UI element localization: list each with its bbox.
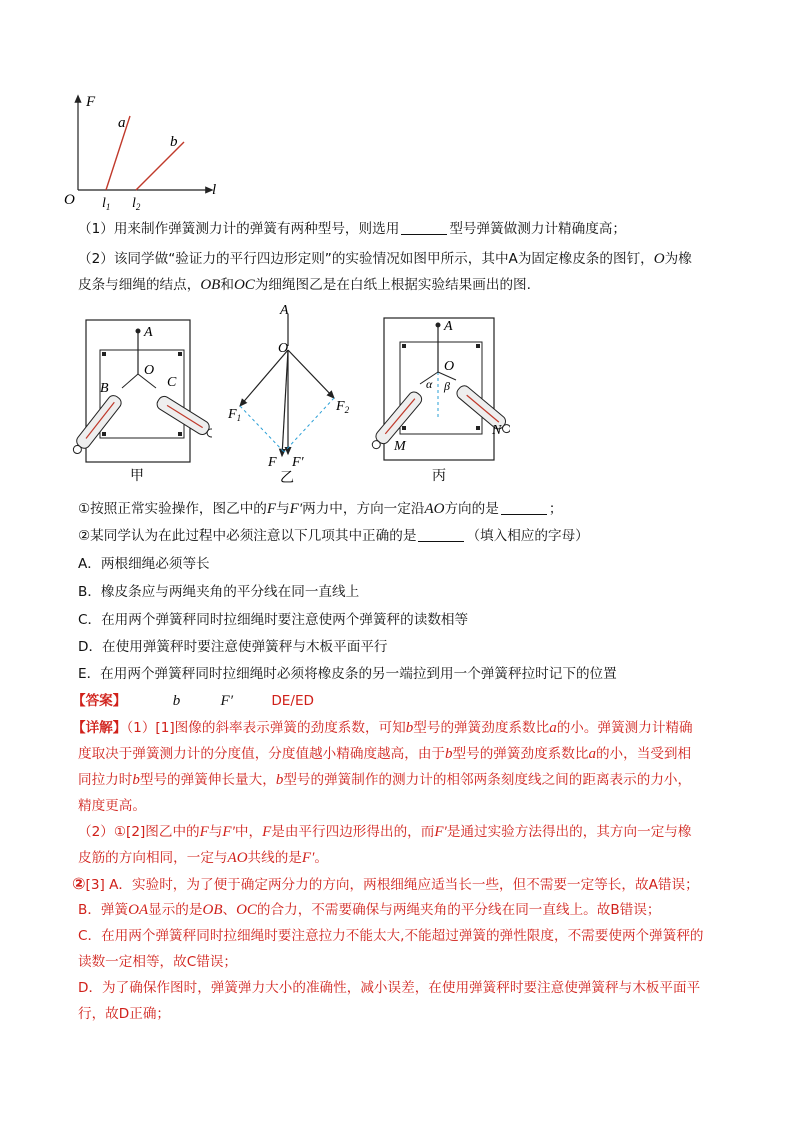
explain-a: a (549, 720, 557, 736)
q2-ob-symbol: OB (200, 277, 221, 293)
yi-caption: 乙 (280, 471, 294, 486)
jia-paper (100, 350, 184, 438)
explain-p2-line1 (78, 823, 740, 841)
bing-label-m: M (394, 439, 406, 454)
explain-p5-line2: 读数一定相等，故C错误； (78, 954, 238, 970)
bing-label-n: N (492, 423, 502, 438)
explain-b: b (132, 772, 140, 788)
yi-dashed-2 (284, 398, 334, 452)
explain-text: 的合力，不需要确保与两绳夹角的平分线在同一直线上。故B错误； (256, 902, 661, 918)
explain-mark: ② (72, 874, 86, 893)
yi-label-f1: $F_1$ (228, 407, 242, 423)
line-b-label: b (170, 134, 178, 150)
sub1-blank (501, 500, 547, 515)
explain-text: 型号的弹簧劲度系数比 (413, 720, 550, 736)
explain-text: [3] A．实验时，为了便于确定两分力的方向，两根细绳应适当长一些，但不需要一定等长，故A错误； (85, 877, 699, 893)
explain-text: 度取决于弹簧测力计的分度值，分度值越小精确度越高，由于 (78, 746, 446, 762)
yi-label-o: O (278, 341, 289, 356)
explain-oc: OC (236, 902, 257, 918)
explain-label: 【详解】 (72, 720, 127, 736)
q1-prefix: （1）用来制作弹簧测力计的弹簧有两种型号，则选用 (78, 221, 400, 237)
sub1-end: ； (548, 501, 563, 517)
bing-label-beta: β (444, 379, 450, 393)
sub2-suffix: （填入相应的字母） (466, 528, 589, 544)
explain-text: 的小。弹簧测力计精确 (556, 720, 693, 736)
explain-text: 与 (208, 824, 223, 840)
answer-1: b (172, 693, 181, 709)
sub-question-1 (78, 500, 740, 518)
jia-label-o: O (144, 363, 155, 378)
answer-line (72, 692, 740, 710)
force-length-graph (62, 90, 232, 212)
jia-caption: 甲 (130, 469, 144, 484)
bing-caption: 丙 (432, 469, 446, 484)
figure-jia (72, 300, 212, 486)
sub1-mid1: 与 (276, 501, 290, 517)
q2-text-end: 为橡 (664, 251, 692, 267)
explain-fp: F′ (301, 850, 315, 866)
explain-p2-line2 (78, 849, 740, 867)
q2-line2-end: 为细绳图乙是在白纸上根据实验结果画出的图. (254, 277, 531, 293)
explain-text: 显示的是 (148, 902, 203, 918)
jia-spring-scale-c (155, 394, 212, 441)
explain-text: 、 (222, 902, 237, 918)
q1-blank (401, 220, 447, 235)
q1-suffix: 型号弹簧做测力计精确度高； (449, 221, 627, 237)
explain-text: 皮筋的方向相同，一定与 (78, 850, 228, 866)
q2-o-symbol: O (653, 251, 665, 267)
explain-text: 是通过实验方法得出的，其方向一定与橡 (446, 824, 692, 840)
explain-text: 型号的弹簧伸长量大， (139, 772, 276, 788)
explain-p3-line1 (72, 875, 740, 894)
y-axis-label: F (86, 94, 96, 110)
q2-line2-start: 皮条与细绳的结点， (78, 277, 201, 293)
answer-3: DE/ED (271, 693, 315, 709)
figure-yi (222, 300, 362, 486)
sub1-f: F (266, 501, 277, 517)
q2-text: （2）该同学做“验证力的平行四边形定则”的实验情况如图甲所示，其中A为固定橡皮条的图钉， (78, 251, 654, 267)
yi-label-fp: F′ (292, 455, 304, 470)
question-1 (78, 220, 740, 238)
option-e: E．在用两个弹簧秤同时拉细绳时必须将橡皮条的另一端拉到用一个弹簧秤拉时记下的位置 (78, 666, 617, 682)
jia-label-a: A (144, 325, 153, 340)
question-2-line-1 (78, 250, 740, 268)
figure-bing (370, 300, 510, 486)
sub1-mid2: 两力中，方向一定沿 (302, 501, 425, 517)
l1-label: $l_1$ (102, 196, 111, 212)
sub1-prefix: ①按照正常实验操作，图乙中的 (78, 501, 267, 517)
yi-f2-arrow (288, 350, 334, 398)
explain-text: 型号的弹簧制作的测力计的相邻两条刻度线之间的距离表示的力小， (283, 772, 692, 788)
option-a: A．两根细绳必须等长 (78, 556, 210, 572)
explain-text: 同拉力时 (78, 772, 133, 788)
explain-text: 中， (234, 824, 263, 840)
explain-p1-line4: 精度更高。 (78, 798, 146, 814)
sub-question-2 (78, 527, 740, 545)
explain-text: 共线的是 (247, 850, 302, 866)
q2-oc-symbol: OC (233, 277, 255, 293)
explain-text: 是由平行四边形得出的，而 (271, 824, 435, 840)
jia-label-c: C (167, 375, 177, 390)
explain-b: b (405, 720, 414, 736)
explain-b: b (445, 746, 453, 762)
origin-label: O (64, 192, 75, 208)
yi-f-arrow (282, 350, 288, 456)
bing-label-alpha: α (426, 377, 433, 391)
sub1-suffix: 方向的是 (444, 501, 499, 517)
jia-label-b: B (100, 381, 109, 396)
sub1-ao: AO (424, 501, 445, 517)
explain-text: （2）①[2]图乙中的 (78, 824, 200, 840)
explain-text: 的小，当受到相 (595, 746, 692, 762)
explain-fp: F′ (434, 824, 447, 840)
yi-f1-arrow (240, 350, 288, 406)
sub1-fp: F′ (289, 501, 303, 517)
option-b: B．橡皮条应与两绳夹角的平分线在同一直线上 (78, 584, 360, 600)
sub2-blank (418, 527, 464, 542)
explain-oa: OA (128, 902, 149, 918)
yi-dashed-1 (240, 406, 284, 452)
option-c: C．在用两个弹簧秤同时拉细绳时要注意使两个弹簧秤的读数相等 (78, 612, 469, 628)
explain-text: （1）[1]图像的斜率表示弹簧的劲度系数，可知 (126, 720, 406, 736)
jia-spring-scale-b (72, 393, 124, 457)
explain-text: 。 (314, 850, 328, 866)
explain-p1-line2 (78, 745, 740, 763)
question-2-line-2 (78, 276, 740, 294)
explain-text: B．弹簧 (78, 902, 129, 918)
yi-label-f: F (268, 455, 277, 470)
answer-label: 【答案】 (72, 693, 127, 709)
answer-2: F′ (220, 693, 233, 709)
explain-f: F (199, 824, 209, 840)
bing-label-a: A (444, 319, 453, 334)
explain-p6-line1: D．为了确保作图时，弹簧弹力大小的准确性，减小误差，在使用弹簧秤时要注意使弹簧秤与木板平面平 (78, 980, 701, 996)
explain-p1-line1 (72, 719, 740, 737)
line-a-label: a (118, 115, 126, 131)
yi-label-a: A (280, 303, 289, 318)
yi-label-f2: $F_2$ (336, 399, 350, 415)
x-axis-label: l (212, 182, 217, 198)
explain-ao: AO (227, 850, 248, 866)
explain-ob: OB (202, 902, 223, 918)
explain-text: 型号的弹簧劲度系数比 (452, 746, 589, 762)
explain-p1-line3 (78, 771, 740, 789)
explain-b: b (275, 772, 284, 788)
option-d: D．在使用弹簧秤时要注意使弹簧秤与木板平面平行 (78, 639, 388, 655)
l2-label: $l_2$ (132, 196, 141, 212)
sub2-prefix: ②某同学认为在此过程中必须注意以下几项其中正确的是 (78, 528, 417, 544)
bing-label-o: O (444, 359, 455, 374)
explain-p5-line1: C．在用两个弹簧秤同时拉细绳时要注意拉力不能太大,不能超过弹簧的弹性限度，不需要使两个弹簧秤的 (78, 928, 704, 944)
explain-p4-line1 (78, 901, 740, 919)
explain-p6-line2: 行，故D正确； (78, 1006, 171, 1022)
explain-a: a (588, 746, 596, 762)
q2-and: 和 (220, 277, 234, 293)
explain-f: F (262, 824, 272, 840)
explain-fp: F′ (222, 824, 235, 840)
